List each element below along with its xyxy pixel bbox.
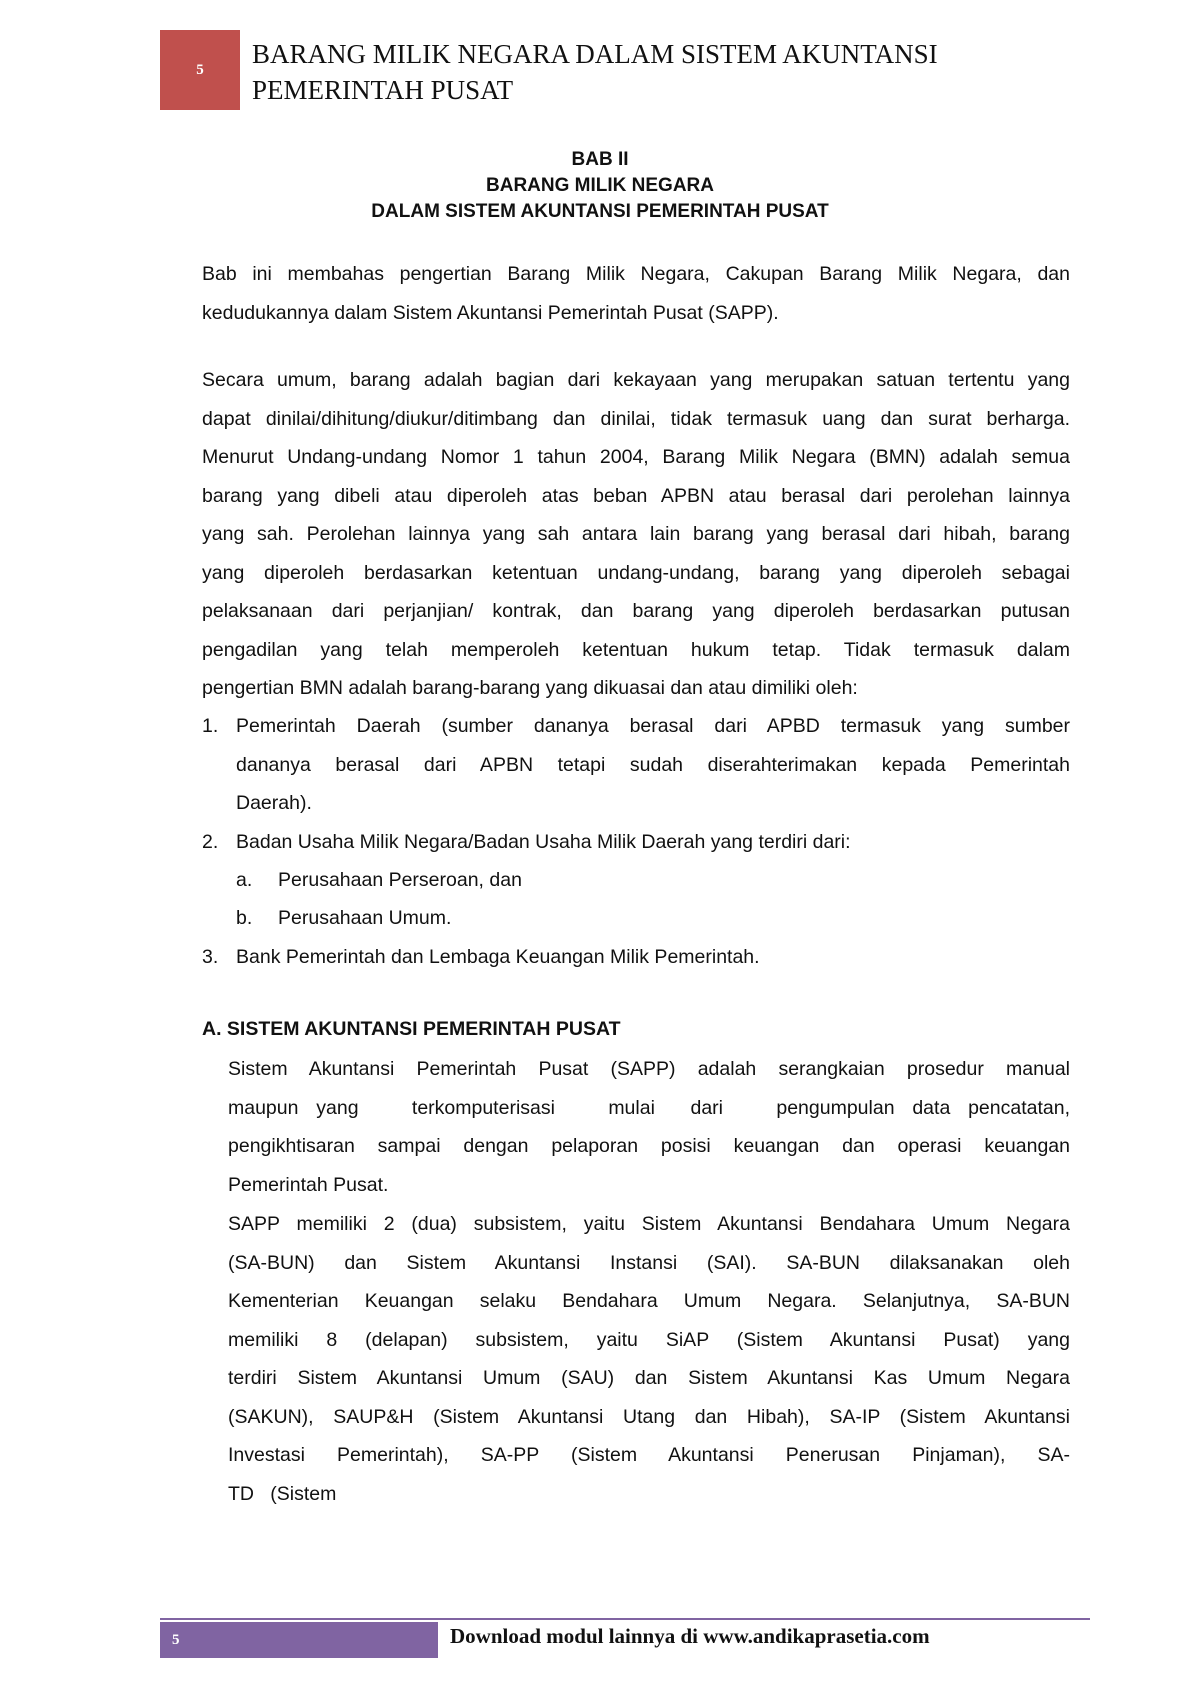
sub-list-letter: a.	[236, 869, 253, 891]
section-line: Investasi Pemerintah), SA-PP (Sistem Akuntansi Penerusan Pinjaman), SA-	[228, 1444, 1070, 1466]
section-line: (SA-BUN) dan Sistem Akuntansi Instansi (SAI). SA-BUN dilaksanakan oleh	[228, 1251, 1070, 1274]
sub-list-text: Perusahaan Umum.	[278, 907, 452, 929]
chapter-title-2: DALAM SISTEM AKUNTANSI PEMERINTAH PUSAT	[371, 201, 829, 222]
list-item-text: Badan Usaha Milik Negara/Badan Usaha Milik Daerah yang terdiri dari:	[236, 831, 851, 853]
header-title-line1: BARANG MILIK NEGARA DALAM SISTEM AKUNTANSI	[252, 39, 938, 69]
definition-line: yang sah. Perolehan lainnya yang sah antara lain barang yang berasal dari hibah, barang	[202, 523, 1070, 545]
list-item	[202, 707, 1070, 823]
section-line: Kementerian Keuangan selaku Bendahara Umum Negara. Selanjutnya, SA-BUN	[228, 1290, 1070, 1312]
intro-paragraph	[202, 255, 1070, 332]
sub-list-item	[236, 861, 522, 900]
list-number: 2.	[202, 831, 219, 853]
section-line: maupun yang terkomputerisasi mulai dari pengumpulan data pencatatan,	[228, 1096, 1070, 1119]
list-item-line: Pemerintah Daerah (sumber dananya berasal dari APBD termasuk yang sumber	[236, 715, 1070, 737]
section-line: memiliki 8 (delapan) subsistem, yaitu SiAP (Sistem Akuntansi Pusat) yang	[228, 1328, 1070, 1351]
definition-line: dapat dinilai/dihitung/diukur/ditimbang dan dinilai, tidak termasuk uang dan surat berharga.	[202, 407, 1070, 430]
sub-list-text: Perusahaan Perseroan, dan	[278, 869, 522, 891]
definition-line: pengertian BMN adalah barang-barang yang dikuasai dan atau dimiliki oleh:	[202, 677, 858, 699]
sub-list-item	[236, 899, 451, 938]
intro-line: kedudukannya dalam Sistem Akuntansi Pemerintah Pusat (SAPP).	[202, 301, 779, 324]
intro-line: Bab ini membahas pengertian Barang Milik Negara, Cakupan Barang Milik Negara, dan	[202, 263, 1070, 285]
section-line: SAPP memiliki 2 (dua) subsistem, yaitu Sistem Akuntansi Bendahara Umum Negara	[228, 1213, 1070, 1235]
section-line: TD (Sistem	[228, 1482, 337, 1505]
section-line: Pemerintah Pusat.	[228, 1173, 389, 1196]
definition-line: Menurut Undang-undang Nomor 1 tahun 2004, Barang Milik Negara (BMN) adalah semua	[202, 446, 1070, 468]
chapter-title-1: BARANG MILIK NEGARA	[486, 175, 714, 196]
definition-line: yang diperoleh berdasarkan ketentuan undang-undang, barang yang diperoleh sebagai	[202, 561, 1070, 584]
list-number: 1.	[202, 715, 219, 737]
section-line: (SAKUN), SAUP&H (Sistem Akuntansi Utang dan Hibah), SA-IP (Sistem Akuntansi	[228, 1405, 1070, 1428]
definition-line: Secara umum, barang adalah bagian dari kekayaan yang merupakan satuan tertentu yang	[202, 369, 1070, 391]
footer-divider	[160, 1618, 1090, 1620]
footer-download-link[interactable]: Download modul lainnya di www.andikaprasetia.com	[450, 1624, 930, 1648]
section-a-paragraph-1	[228, 1050, 1070, 1204]
section-heading: A. SISTEM AKUNTANSI PEMERINTAH PUSAT	[202, 1018, 621, 1040]
section-line: Sistem Akuntansi Pemerintah Pusat (SAPP) adalah serangkaian prosedur manual	[228, 1058, 1070, 1080]
section-line: pengikhtisaran sampai dengan pelaporan posisi keuangan dan operasi keuangan	[228, 1135, 1070, 1157]
chapter-label: BAB II	[571, 149, 629, 170]
list-item-line: dananya berasal dari APBN tetapi sudah diserahterimakan kepada Pemerintah	[236, 753, 1070, 776]
list-item-line: Daerah).	[236, 792, 312, 814]
sub-list-letter: b.	[236, 907, 253, 929]
definition-paragraph	[202, 361, 1070, 708]
section-a-paragraph-2	[228, 1205, 1070, 1513]
definition-line: pelaksanaan dari perjanjian/ kontrak, dan barang yang diperoleh berdasarkan putusan	[202, 600, 1070, 622]
definition-line: barang yang dibeli atau diperoleh atas beban APBN atau berasal dari perolehan lainnya	[202, 484, 1070, 507]
list-number: 3.	[202, 946, 219, 968]
definition-line: pengadilan yang telah memperoleh ketentuan hukum tetap. Tidak termasuk dalam	[202, 638, 1070, 661]
list-item	[202, 938, 1070, 977]
list-item	[202, 823, 1070, 862]
list-item-text: Bank Pemerintah dan Lembaga Keuangan Milik Pemerintah.	[236, 946, 760, 968]
section-line: terdiri Sistem Akuntansi Umum (SAU) dan Sistem Akuntansi Kas Umum Negara	[228, 1367, 1070, 1389]
header-title	[252, 36, 938, 108]
footer-page-number: 5	[160, 1622, 438, 1658]
header-title-line2: PEMERINTAH PUSAT	[252, 75, 514, 105]
header-page-number: 5	[160, 30, 240, 110]
